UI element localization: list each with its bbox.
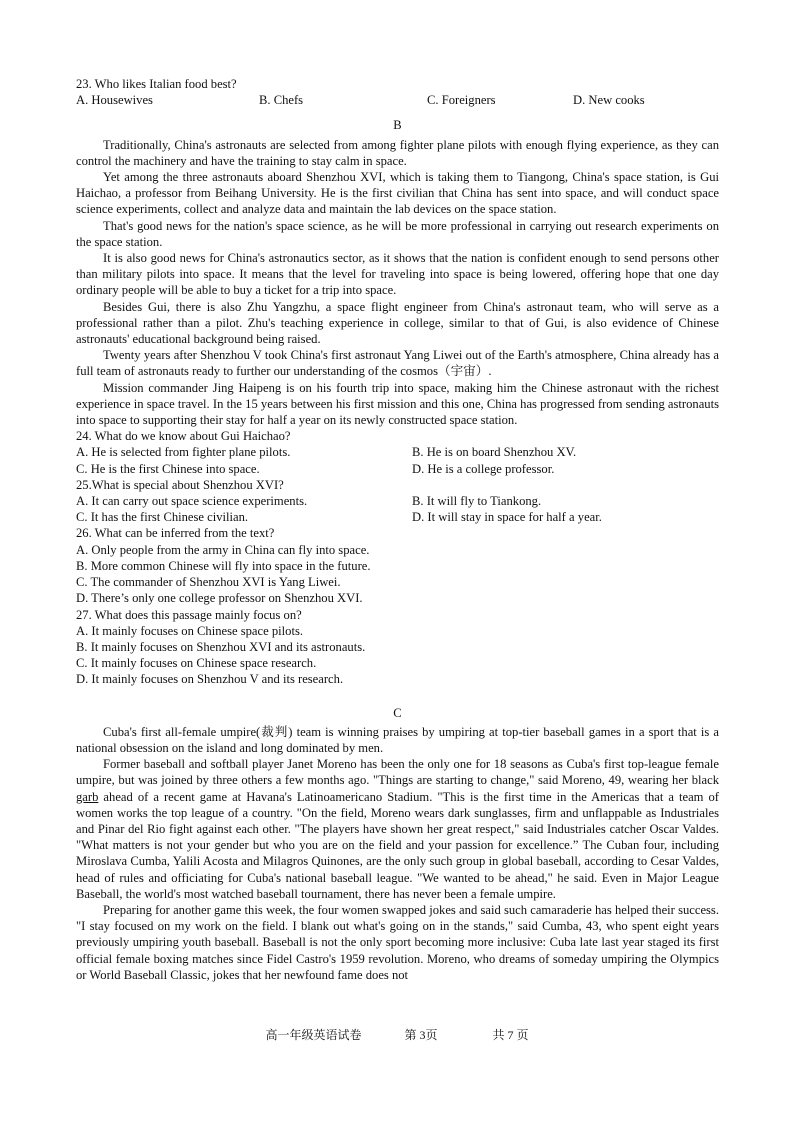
footer-exam-title: 高一年级英语试卷 [265,1028,362,1042]
passage-b-paragraph: Mission commander Jing Haipeng is on his fourth trip into space, making him the Chinese astronaut with the richest experience in space travel. In the 15 years between his first mission and this one, China has progressed from sending astronauts into space to supporting their stay for half a year on its newly constructed space station. [76,380,719,428]
q24-option-d: D. He is a college professor. [412,461,555,476]
q24-question: 24. What do we know about Gui Haichao? [76,429,291,444]
passage-c-text: Former baseball and softball player Janet Moreno has been the only one for 18 seasons as Cuba's first top-league female umpire, but was joined by three others a few months ago. "Things are starting to change," said Moreno, 49, wearing her black [76,757,719,788]
q26-option-c: C. The commander of Shenzhou XVI is Yang Liwei. [76,575,341,590]
q23-option-d: D. New cooks [573,93,645,108]
q27-option-d: D. It mainly focuses on Shenzhou V and its research. [76,672,344,687]
q24-option-c: C. He is the first Chinese into space. [76,461,260,476]
passage-b-paragraph: That's good news for the nation's space science, as he will be more professional in carrying out research experiments on the space station. [76,218,719,249]
q27-option-b: B. It mainly focuses on Shenzhou XVI and its astronauts. [76,639,366,654]
q24-option-b: B. He is on board Shenzhou XV. [412,445,577,460]
q27-option-c: C. It mainly focuses on Chinese space research. [76,656,317,671]
footer-total-pages: 共 7 页 [492,1028,529,1042]
q24-option-a: A. He is selected from fighter plane pilots. [76,445,291,460]
passage-c-paragraph: Cuba's first all-female umpire(裁判) team is winning praises by umpiring at top-tier baseball games in a sport that is a national obsession on the island and long dominated by men. [76,724,719,755]
q27-question: 27. What does this passage mainly focus on? [76,607,302,622]
q25-option-d: D. It will stay in space for half a year. [412,510,602,525]
q23-question: 23. Who likes Italian food best? [76,77,237,91]
passage-b-label: B [393,118,402,133]
q25-option-a: A. It can carry out space science experiments. [76,494,308,509]
q25-options-row2 [76,509,719,525]
passage-c-text: ahead of a recent game at Havana's Latinoamericano Stadium. "This is the first time in the Americas that a team of women works the top league of a country. "On the field, Moreno wears dark sunglasses, firm and unflappable as Industriales and Pinar del Rio fight against each other. "The players have shown her great respect," said Industriales catcher Oscar Valdes. "What matters is not your gender but who you are on the field and your passion for excellence.” The Cuban four, including Miroslava Cumba, Yalili Acosta and Milagros Quinones, are the only such group in global baseball, according to Cesar Valdes, head of rules and officiating for Cuba's national baseball league. "We wanted to be ahead," he said. Even in Major League Baseball, the world's most watched baseball tournament, there has never been a female umpire. [76,789,719,901]
passage-b-paragraph: Twenty years after Shenzhou V took China's first astronaut Yang Liwei out of the Earth's atmosphere, China already has a full team of astronauts ready to further our understanding of the cosmos（宇宙）. [76,348,719,379]
q24-options [76,444,719,460]
q23-option-c: C. Foreigners [427,93,496,108]
passage-b-paragraph: Besides Gui, there is also Zhu Yangzhu, a space flight engineer from China's astronaut team, who will serve as a professional rather than a pilot. Zhu's teaching experience in college, similar to that of Gui, is also evidence of Chinese astronauts' educational background being raised. [76,299,719,347]
passage-c-paragraph [76,756,719,902]
q26-question: 26. What can be inferred from the text? [76,526,275,541]
q26-option-b: B. More common Chinese will fly into space in the future. [76,558,371,573]
q26-option-a: A. Only people from the army in China can fly into space. [76,542,370,557]
passage-c-paragraph: Preparing for another game this week, the four women swapped jokes and said such camaraderie has helped their success. "I stay focused on my work on the field. I blank out what's going on in the stands," said Cumba, 43, who spent eight years previously umpiring youth baseball. Baseball is not the only sport becoming more inclusive: Cuba late last year staged its first official female boxing matches since Fidel Castro's 1959 revolution. Moreno, who dreams of someday umpiring the Olympics or World Baseball Classic, jokes that her newfound fame does not [76,902,719,982]
q25-option-b: B. It will fly to Tiankong. [412,494,542,509]
page-footer [0,1027,794,1043]
q25-options [76,493,719,509]
passage-b-paragraph: It is also good news for China's astronautics sector, as it shows that the nation is confident enough to send persons other than military pilots into space. It means that the level for traveling into space is being lowered, offering hope that one day ordinary people will be able to buy a ticket for a trip into space. [76,251,719,298]
q27-option-a: A. It mainly focuses on Chinese space pilots. [76,623,303,638]
passage-b-paragraph: Yet among the three astronauts aboard Shenzhou XVI, which is taking them to Tiangong, China's space station, is Gui Haichao, a professor from Beihang University. He is the first civilian that China has sent into space, and will conduct space science experiments, collect and analyze data and maintain the lab devices on the space station. [76,170,719,217]
passage-b-paragraph: Traditionally, China's astronauts are selected from among fighter plane pilots with enough flying experience, as they can control the machinery and have the training to stay calm in space. [76,137,719,168]
exam-page [76,76,719,983]
q26-option-d: D. There’s only one college professor on Shenzhou XVI. [76,591,363,606]
q23-option-a: A. Housewives [76,93,153,108]
q23-options [76,92,719,108]
underlined-word-garb: garb [76,789,99,804]
q23-option-b: B. Chefs [259,93,304,108]
q25-option-c: C. It has the first Chinese civilian. [76,510,249,525]
passage-c-label: C [393,705,402,720]
q25-question: 25.What is special about Shenzhou XVI? [76,477,284,492]
footer-page-number: 第 3页 [404,1028,438,1042]
q24-options-row2 [76,461,719,477]
